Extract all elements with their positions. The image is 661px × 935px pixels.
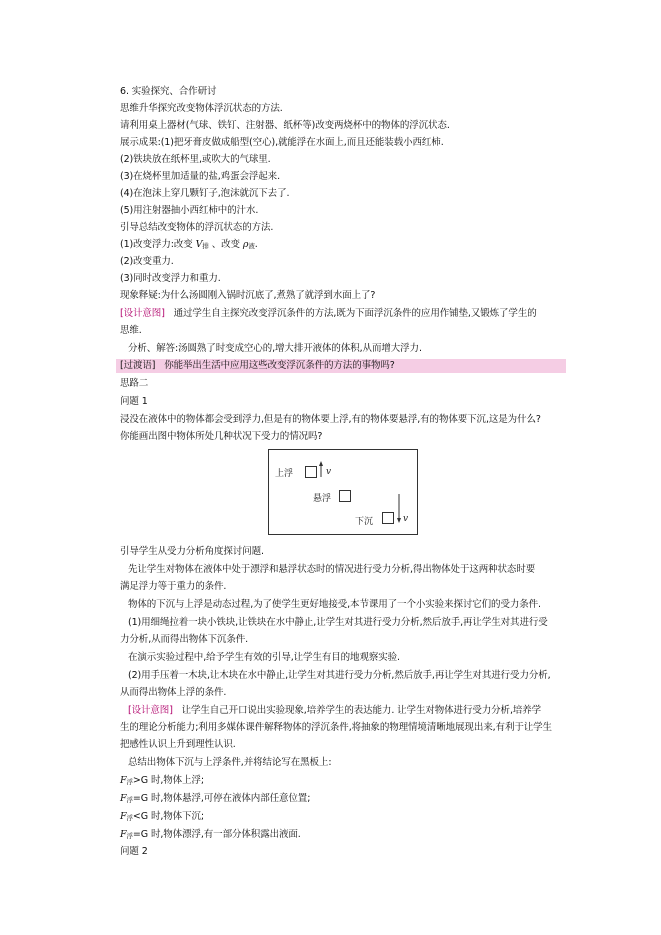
force-symbol: F [120, 775, 127, 786]
force-symbol: F [120, 811, 127, 822]
condition-line-2 [120, 793, 565, 806]
method-line-1 [120, 239, 565, 252]
section-heading: 6. 实验探究、合作研讨 [120, 86, 217, 97]
result-line-3: (3)在烧杯里加适量的盐,鸡蛋会浮起来. [120, 171, 280, 182]
condition-line-1 [120, 775, 565, 788]
force-subscript: 浮 [126, 832, 133, 840]
question-1-text: 浸没在液体中的物体都会受到浮力,但是有的物体要上浮,有的物体要悬浮,有的物体要下沉,这是为什么? [120, 414, 541, 425]
summary-lead: 引导总结改变物体的浮沉状态的方法. [120, 222, 274, 233]
paragraph-4: 在演示实验过程中,给予学生有效的引导,让学生有目的地观察实验. [128, 652, 400, 663]
velocity-arrows [269, 450, 417, 534]
force-subscript: 浮 [126, 796, 133, 804]
method-line-2: (2)改变重力. [120, 256, 174, 267]
method1-prefix: (1)改变浮力:改变 [120, 239, 193, 250]
phenomenon-line: 现象释疑:为什么汤圆刚入锅时沉底了,煮熟了就浮到水面上了? [120, 290, 376, 301]
condition-text: >G 时,物体上浮; [132, 775, 204, 786]
method1-end: . [254, 239, 258, 250]
idea-two-heading: 思路二 [120, 378, 149, 389]
volume-symbol: V [195, 239, 203, 250]
paragraph-1: 先让学生对物体在液体中处于漂浮和悬浮状态时的情况进行受力分析,得出物体处于这两种状态时要 [128, 564, 536, 575]
conclusion-lead: 总结出物体下沉与上浮条件,并将结论写在黑板上: [128, 757, 332, 768]
label-float: 上浮 [275, 469, 294, 479]
arrow-down-icon [397, 494, 401, 523]
paragraph-3: (1)用细绳拉着一块小铁块,让铁块在水中静止,让学生对其进行受力分析,然后放手,再让学生对其进行受 [128, 617, 548, 628]
result-line-4: (4)在泡沫上穿几颗钉子,泡沫就沉下去了. [120, 188, 290, 199]
force-subscript: 浮 [126, 814, 133, 822]
condition-text: =G 时,物体悬浮,可停在液体内部任意位置; [132, 793, 311, 804]
design-intent-2 [128, 705, 573, 717]
method1-mid: 、改变 [211, 239, 240, 250]
label-sink: 下沉 [355, 517, 374, 527]
guide-force-line: 引导学生从受力分析角度探讨问题. [120, 546, 264, 557]
analysis-line: 分析、解答:汤圆熟了时变成空心的,增大排开液体的体积,从而增大浮力. [128, 343, 422, 354]
arrow-up-icon [319, 461, 323, 477]
paragraph-5-cont: 从而得出物体上浮的条件. [120, 687, 227, 698]
density-symbol: ρ [242, 239, 249, 250]
result-line-2: (2)铁块放在纸杯里,或吹大的气球里. [120, 154, 271, 165]
label-suspend: 悬浮 [313, 494, 332, 504]
intro-line: 思维升华探究改变物体浮沉状态的方法. [120, 103, 283, 114]
question-2-heading: 问题 2 [120, 846, 148, 857]
volume-subscript: 排 [202, 242, 209, 250]
force-subscript: 浮 [126, 778, 133, 786]
design-intent-2-cont-2: 把感性认识上升到理性认识. [120, 739, 236, 750]
design-intent-text: 通过学生自主探究改变浮沉条件的方法,既为下面浮沉条件的应用作铺垫,又锻炼了学生的 [173, 308, 537, 319]
design-intent-1 [120, 308, 565, 320]
condition-text: <G 时,物体下沉; [132, 811, 204, 822]
force-symbol: F [120, 829, 127, 840]
design-intent-2-tag: [设计意图] [128, 705, 173, 716]
paragraph-2: 物体的下沉与上浮是动态过程,为了使学生更好地接受,本节课用了一个小实验来探讨它们的受力条件. [128, 599, 541, 610]
design-intent-1-cont: 思维. [120, 325, 142, 336]
density-subscript: 液 [248, 242, 255, 250]
velocity-down-label: v [403, 514, 409, 524]
velocity-up-label: v [326, 467, 332, 477]
transition-text: 你能举出生活中应用这些改变浮沉条件的方法的事物吗? [164, 360, 395, 371]
condition-text: =G 时,物体漂浮,有一部分体积露出液面. [132, 829, 301, 840]
design-intent-2-text: 让学生自己开口说出实验现象,培养学生的表达能力. 让学生对物体进行受力分析,培养学 [181, 705, 542, 716]
transition-tag: [过渡语] [120, 360, 156, 371]
design-intent-2-cont-1: 生的理论分析能力;利用多媒体课件解释物体的浮沉条件,将抽象的物理情境清晰地展现出来,有利于让学生 [120, 722, 552, 733]
paragraph-5: (2)用手压着一木块,让木块在水中静止,让学生对其进行受力分析,然后放手,再让学生对其进行受力分析, [128, 670, 551, 681]
paragraph-1-cont: 满足浮力等于重力的条件. [120, 581, 227, 592]
question-1-heading: 问题 1 [120, 396, 148, 407]
force-symbol: F [120, 793, 127, 804]
transition-line [120, 360, 565, 372]
paragraph-3-cont: 力分析,从而得出物体下沉条件. [120, 634, 249, 645]
result-line-5: (5)用注射器抽小西红柿中的汁水. [120, 205, 259, 216]
condition-line-4 [120, 829, 565, 842]
condition-line-3 [120, 811, 565, 824]
task-line: 请利用桌上器材(气球、铁钉、注射器、纸杯等)改变两烧杯中的物体的浮沉状态. [120, 120, 450, 131]
buoyancy-figure [268, 449, 418, 535]
method-line-3: (3)同时改变浮力和重力. [120, 273, 221, 284]
design-intent-tag: [设计意图] [120, 308, 165, 319]
question-1-text-cont: 你能画出图中物体所处几种状况下受力的情况吗? [120, 431, 323, 442]
result-line-1: 展示成果:(1)把牙膏皮做成船型(空心),就能浮在水面上,而且还能装载小西红柿. [120, 137, 444, 148]
